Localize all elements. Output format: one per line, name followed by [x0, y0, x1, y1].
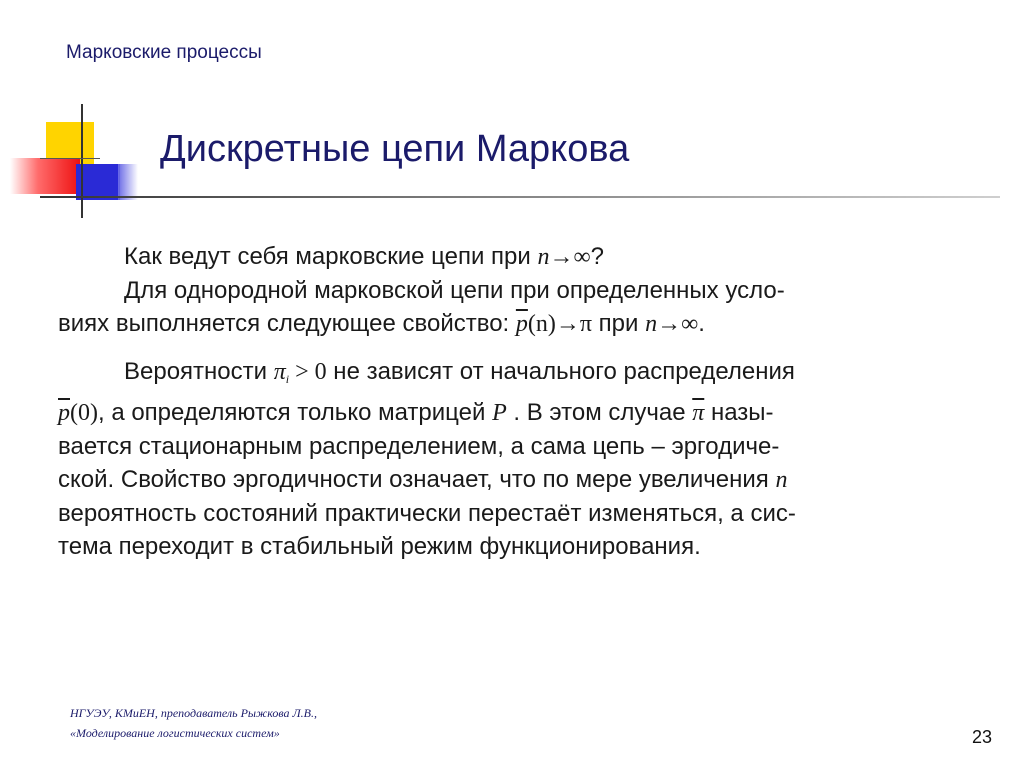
paragraph-1	[58, 240, 1008, 274]
math-n: n	[537, 244, 550, 270]
p2-text2: виях выполняется следующее свойство:	[58, 310, 516, 337]
p3-text3: , а определяются только матрицей	[97, 399, 493, 426]
paragraph-3-line3	[58, 430, 1008, 463]
math-P: P	[492, 400, 507, 426]
p1-end: ?	[590, 243, 604, 270]
p3-text5: назы-	[704, 399, 774, 426]
p3-text9: тема переходит в стабильный режим функционирования.	[58, 533, 701, 560]
decor-red-square	[10, 158, 80, 194]
p3-text6: вается стационарным распределением, а сама цепь – эргодиче-	[58, 433, 780, 460]
paragraph-3-line4	[58, 463, 1008, 497]
footer-line-1: НГУЭУ, КМиЕН, преподаватель Рыжкова Л.В.,	[70, 706, 317, 720]
page-number: 23	[972, 727, 993, 747]
slide-body	[58, 240, 1008, 563]
paragraph-2-cont	[58, 307, 1008, 341]
math-arrow-infinity-2: →∞	[657, 311, 699, 337]
p2-text3: при	[592, 310, 646, 337]
math-gt-zero: > 0	[289, 359, 327, 385]
p3-text4: . В этом случае	[506, 399, 693, 426]
math-arrow-pi: →π	[555, 311, 592, 337]
paragraph-3	[58, 355, 1008, 396]
slide-title: Дискретные цепи Маркова	[160, 128, 630, 170]
title-underline	[40, 196, 1000, 198]
section-header: Марковские процессы	[66, 42, 262, 63]
decor-vertical-line	[81, 104, 83, 218]
math-sub-i: i	[285, 372, 290, 386]
math-n3: n	[775, 467, 788, 493]
math-n2: n	[645, 311, 658, 337]
math-p0-arg: (0)	[70, 400, 98, 426]
p3-text2: не зависят от начального распределения	[326, 358, 795, 385]
p3-text8: вероятность состояний практически перестаёт изменяться, а сис-	[58, 500, 796, 527]
footer-line-2: «Моделирование логистических систем»	[70, 726, 280, 740]
math-pi-bar: $\overline{\pi}$	[692, 400, 705, 426]
math-p-bar: $\overline{p}$	[515, 311, 528, 337]
p1-text: Как ведут себя марковские цепи при	[124, 243, 538, 270]
math-pi: π	[273, 359, 286, 385]
paragraph-3-line5	[58, 497, 1008, 530]
p2-end: .	[698, 310, 705, 337]
paragraph-3-line2	[58, 396, 1008, 430]
math-n-paren: (n)	[527, 311, 556, 337]
paragraph-3-line6	[58, 530, 1008, 563]
decor-short-line	[40, 158, 100, 159]
p2-text1: Для однородной марковской цепи при определенных усло-	[124, 277, 785, 304]
math-p0-bar: $\overline{p}$	[58, 400, 70, 426]
p3-text7: ской. Свойство эргодичности означает, что по мере увеличения	[58, 466, 776, 493]
math-arrow-infinity: →∞	[549, 244, 591, 270]
p3-text1: Вероятности	[124, 358, 274, 385]
footer	[70, 703, 317, 743]
decor-blue-fade	[118, 164, 138, 200]
paragraph-2	[58, 274, 1008, 307]
